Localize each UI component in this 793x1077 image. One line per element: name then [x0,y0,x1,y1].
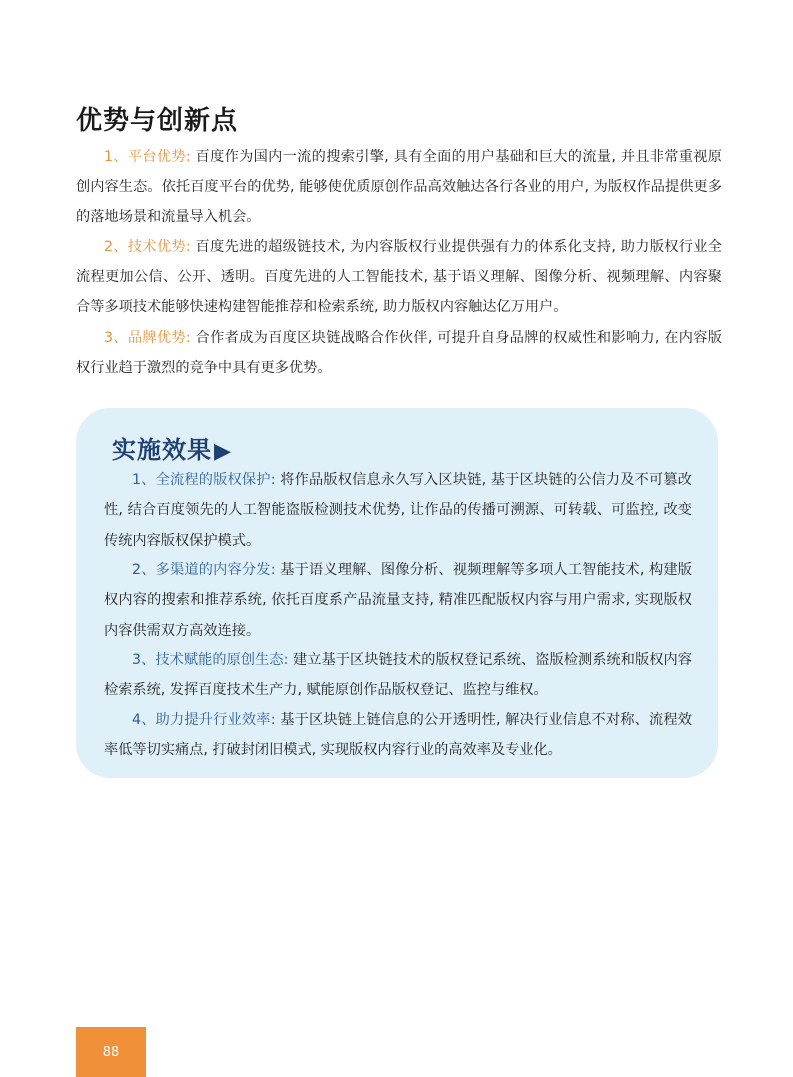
effect-label: 2、多渠道的内容分发: [132,562,276,578]
play-triangle-icon: ▶ [214,438,232,464]
page-number-badge [76,1027,146,1077]
effect-text: 基于语义理解、图像分析、视频理解等多项人工智能技术, 构建版权内容的搜索和推荐系统, 依托百度系产品流量支持, 精准匹配版权内容与用户需求, 实现版权内容供需双方高效连接。 [104,562,692,639]
effect-text: 基于区块链上链信息的公开透明性, 解决行业信息不对称、流程效率低等切实痛点, 打破封闭旧模式, 实现版权内容行业的高效率及专业化。 [104,712,692,759]
effect-text: 将作品版权信息永久写入区块链, 基于区块链的公信力及不可篡改性, 结合百度领先的人工智能盗版检测技术优势, 让作品的传播可溯源、可转载、可监控, 改变传统内容版权保护模式。 [104,472,692,549]
effect-item-3 [104,645,692,706]
effect-label: 4、助力提升行业效率: [132,712,276,728]
advantage-paragraph-brand [76,323,722,383]
effects-title-text: 实施效果 [112,435,212,464]
effect-item-1 [104,465,692,556]
effect-label: 3、技术赋能的原创生态: [132,652,289,668]
advantage-paragraph-platform [76,142,722,233]
advantage-text: 百度先进的超级链技术, 为内容版权行业提供强有力的体系化支持, 助力版权行业全流程更加公信、公开、透明。百度先进的人工智能技术, 基于语义理解、图像分析、视频理解、内容聚合等多项技术能够快速构建智能推荐和检索系统, 助力版权内容触达亿万用户。 [76,239,722,316]
advantage-label: 1、平台优势: [104,149,191,165]
advantage-text: 合作者成为百度区块链战略合作伙伴, 可提升自身品牌的权威性和影响力, 在内容版权行业趋于激烈的竞争中具有更多优势。 [76,330,722,377]
section-title: 优势与创新点 [76,106,239,136]
effect-item-2 [104,555,692,646]
effect-label: 1、全流程的版权保护: [132,472,276,488]
effect-text: 建立基于区块链技术的版权登记系统、盗版检测系统和版权内容检索系统, 发挥百度技术生产力, 赋能原创作品版权登记、监控与维权。 [104,652,692,699]
advantage-label: 3、品牌优势: [104,330,191,346]
effects-title [112,430,232,465]
advantage-label: 2、技术优势: [104,239,191,255]
effect-item-4 [104,705,692,766]
page-number: 88 [102,1044,120,1060]
advantage-text: 百度作为国内一流的搜索引擎, 具有全面的用户基础和巨大的流量, 并且非常重视原创内容生态。依托百度平台的优势, 能够使优质原创作品高效触达各行各业的用户, 为版权作品提供更多的落地场景和流量导入机会。 [76,149,722,226]
advantage-paragraph-technology [76,232,722,323]
effects-box [76,408,718,778]
